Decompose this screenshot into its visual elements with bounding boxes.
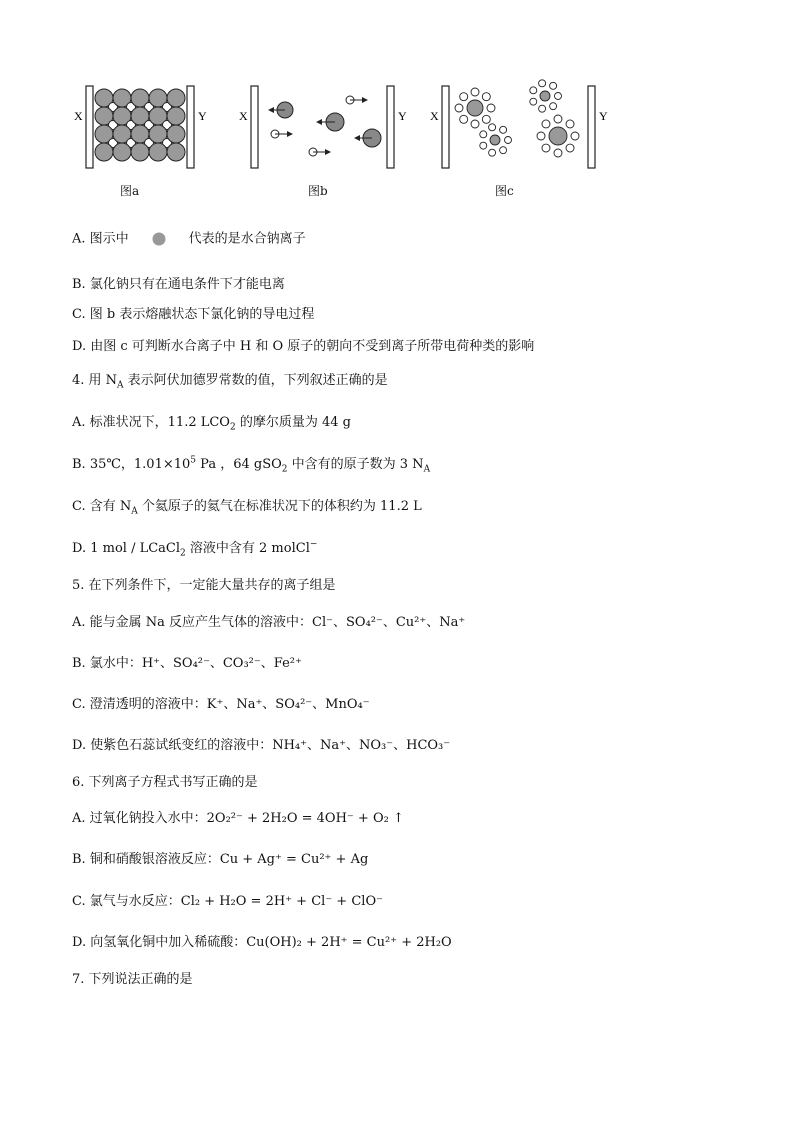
lattice-ion-large (167, 107, 185, 125)
hydrated-cation-water (460, 115, 468, 123)
lattice-ion-large (113, 143, 131, 161)
figure-b-diagram (235, 78, 410, 178)
inline-ion-water (164, 244, 171, 251)
hydrated-cation-water (542, 120, 550, 128)
q3-option-c: C. 图 b 表示熔融状态下氯化钠的导电过程 (72, 307, 315, 322)
hydrated-cation-water (537, 132, 545, 140)
q4-option-b: B. 35℃，$1.01\times 10^5$ Pa ，64 gSO$_2$ 中含有的原子数为 3 $N_A$ (72, 455, 431, 475)
lattice-ion-large (149, 143, 167, 161)
svg-text:Y: Y (198, 109, 207, 123)
hydrated-cation-water (542, 144, 550, 152)
q5-option-a: A. 能与金属 Na 反应产生气体的溶液中：Cl⁻、SO₄²⁻、Cu²⁺、Na⁺ (72, 615, 466, 630)
hydrated-anion-water (539, 80, 546, 87)
q4-option-a: A. 标准状况下，11.2 $LCO_2$ 的摩尔质量为 44 g (72, 415, 351, 433)
hydrated-anion-water (530, 98, 537, 105)
q4-option-c: C. 含有 $N_A$ 个氦原子的氦气在标准状况下的体积约为 11.2 L (72, 499, 422, 517)
figure-a-caption: 图a (120, 184, 140, 198)
hydrated-cation-core (549, 127, 567, 145)
hydrated-cation-core (467, 100, 483, 116)
hydrated-anion-water (500, 147, 507, 154)
q3-option-a: A. 图示中 代表的是水合钠离子 (72, 222, 306, 256)
hydrated-anion-water (550, 82, 557, 89)
hydrated-cation-water (482, 93, 490, 101)
hydrated-anion-water (489, 124, 496, 131)
hydrated-anion-water (480, 142, 487, 149)
inline-ion-water (146, 227, 153, 234)
q6-option-c: C. 氯气与水反应：Cl₂ + H₂O = 2H⁺ + Cl⁻ + ClO⁻ (72, 894, 383, 909)
hydrated-cation-water (566, 120, 574, 128)
q3-option-d: D. 由图 c 可判断水合离子中 H 和 O 原子的朝向不受到离子所带电荷种类的影响 (72, 339, 535, 354)
inline-ion-water (168, 236, 175, 243)
hydrated-anion-water (539, 105, 546, 112)
inline-ion-core (152, 233, 165, 246)
figure-c-diagram (430, 78, 610, 178)
q5-option-d: D. 使紫色石蕊试纸变红的溶液中：NH₄⁺、Na⁺、NO₃⁻、HCO₃⁻ (72, 738, 451, 753)
hydrated-sodium-ion-icon (129, 222, 189, 256)
hydrated-cation-water (566, 144, 574, 152)
hydrated-cation-water (487, 104, 495, 112)
q3-option-b: B. 氯化钠只有在通电条件下才能电离 (72, 277, 285, 292)
hydrated-anion-water (555, 93, 562, 100)
lattice-ion-large (167, 125, 185, 143)
hydrated-anion-water (480, 131, 487, 138)
hydrated-cation-water (471, 120, 479, 128)
hydrated-cation-water (554, 149, 562, 157)
figure-a-diagram (70, 78, 220, 178)
q4-stem: 4. 用 $N_A$ 表示阿伏加德罗常数的值，下列叙述正确的是 (72, 373, 388, 391)
hydrated-cation-water (482, 115, 490, 123)
hydrated-anion-water (530, 87, 537, 94)
q4-option-d: D. 1 mol / LCaCl$_2$ 溶液中含有 2 molCl− (72, 539, 318, 559)
q5-stem: 5. 在下列条件下，一定能大量共存的离子组是 (72, 578, 336, 593)
lattice-ion-large (167, 143, 185, 161)
figure-b-caption: 图b (308, 184, 328, 198)
q5-option-c: C. 澄清透明的溶液中：K⁺、Na⁺、SO₄²⁻、MnO₄⁻ (72, 697, 370, 712)
q6-stem: 6. 下列离子方程式书写正确的是 (72, 775, 258, 790)
hydrated-anion-core (490, 135, 500, 145)
inline-ion-water (164, 227, 171, 234)
inline-ion-water (143, 236, 150, 243)
lattice-ion-large (95, 143, 113, 161)
hydrated-anion-water (550, 103, 557, 110)
lattice-ion-large (167, 89, 185, 107)
inline-ion-water (155, 223, 162, 230)
q7-stem: 7. 下列说法正确的是 (72, 972, 193, 987)
hydrated-cation-water (571, 132, 579, 140)
hydrated-cation-water (471, 88, 479, 96)
svg-text:Y: Y (398, 109, 407, 123)
svg-text:X: X (430, 109, 439, 123)
inline-ion-water (155, 248, 162, 255)
hydrated-anion-water (500, 126, 507, 133)
svg-text:Y: Y (599, 109, 608, 123)
svg-text:X: X (74, 109, 83, 123)
hydrated-anion-water (505, 137, 512, 144)
q6-option-b: B. 铜和硝酸银溶液反应：Cu + Ag⁺ = Cu²⁺ + Ag (72, 852, 369, 867)
figure-row (70, 78, 610, 208)
figure-c-caption: 图c (495, 184, 514, 198)
q6-option-a: A. 过氧化钠投入水中：2O₂²⁻ + 2H₂O = 4OH⁻ + O₂ ↑ (72, 811, 404, 826)
hydrated-cation-water (460, 93, 468, 101)
svg-text:X: X (239, 109, 248, 123)
hydrated-anion-water (489, 149, 496, 156)
hydrated-anion-core (540, 91, 550, 101)
q5-option-b: B. 氯水中：H⁺、SO₄²⁻、CO₃²⁻、Fe²⁺ (72, 656, 302, 671)
lattice-ion-large (131, 143, 149, 161)
q6-option-d: D. 向氢氧化铜中加入稀硫酸：Cu(OH)₂ + 2H⁺ = Cu²⁺ + 2H₂O (72, 935, 452, 950)
inline-ion-water (146, 244, 153, 251)
hydrated-cation-water (455, 104, 463, 112)
hydrated-cation-water (554, 115, 562, 123)
